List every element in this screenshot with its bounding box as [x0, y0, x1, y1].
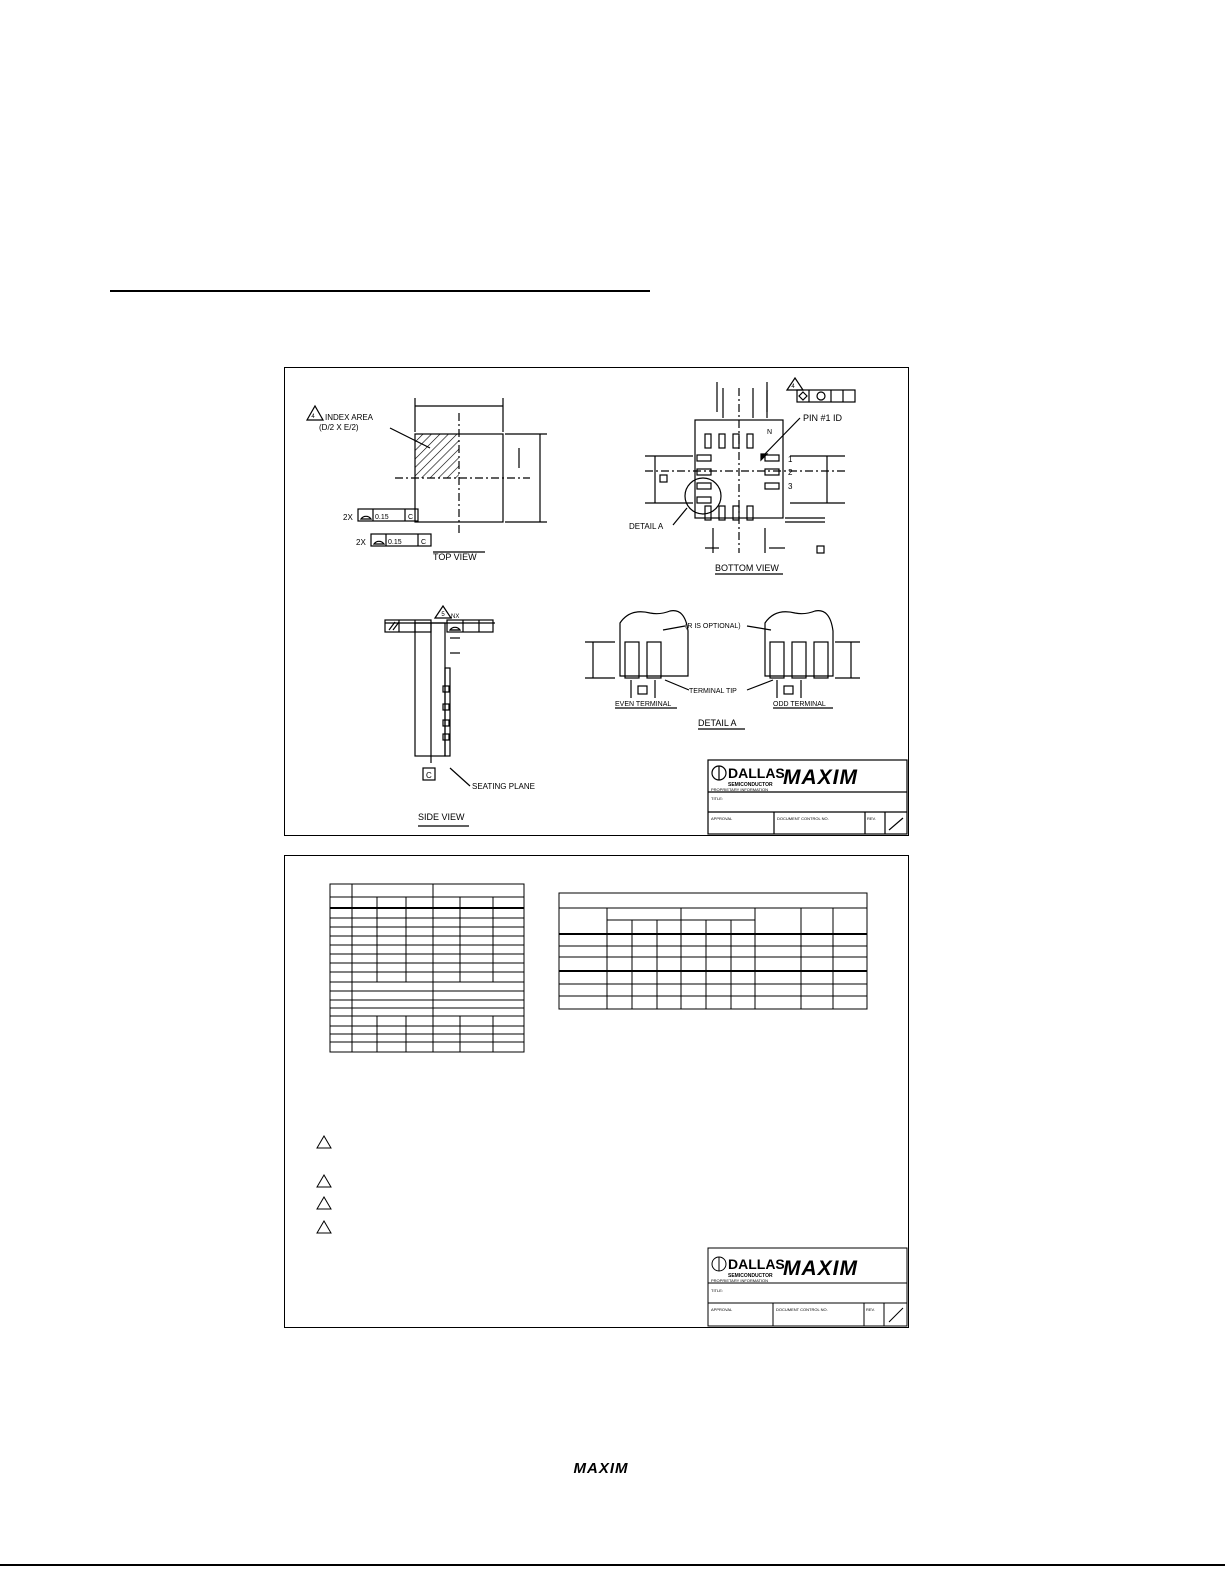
pin-1-label: 1: [788, 455, 793, 464]
pin-3-label: 3: [788, 482, 793, 491]
dallas-logo-text-2: DALLAS: [728, 1256, 785, 1272]
footer-logo-text: MAXIM: [573, 1460, 629, 1476]
approval-label-1: APPROVAL: [711, 816, 733, 821]
bottom-view: [645, 382, 845, 553]
tables-svg: [285, 856, 908, 1327]
section-heading-rule: [110, 290, 650, 292]
proprietary-text-1: PROPRIETARY INFORMATION: [711, 787, 769, 792]
detail-a-pointer-label: DETAIL A: [629, 522, 664, 531]
pin-n-label: N: [767, 429, 773, 436]
maxim-logo-text-2: MAXIM: [783, 1257, 858, 1280]
tol-value-1: 0.15: [375, 514, 389, 521]
outline-drawing-svg: [285, 368, 908, 835]
detail-a-title: DETAIL A: [698, 718, 737, 728]
side-view-title: SIDE VIEW: [418, 812, 465, 822]
side-view: [385, 623, 495, 786]
tol-datum-2: C: [421, 539, 427, 546]
nx-label: NX: [451, 614, 460, 620]
tol-2x-label-2: 2X: [356, 538, 366, 547]
left-dimension-table: [330, 884, 524, 1052]
approval-label-2: APPROVAL: [711, 1307, 733, 1312]
proprietary-text-2: PROPRIETARY INFORMATION: [711, 1278, 769, 1283]
bottom-flag-number: 4: [791, 384, 795, 390]
bottom-view-tolerance-frame: [797, 390, 855, 402]
index-area-label: INDEX AREA: [325, 413, 374, 422]
footer-maxim-logo: [562, 1458, 640, 1476]
detail-a-even: [585, 611, 688, 698]
even-terminal-label: EVEN TERMINAL: [615, 701, 672, 708]
semiconductor-text-2: SEMICONDUCTOR: [728, 1273, 773, 1279]
package-outline-drawing: [284, 367, 909, 836]
seating-plane-label: SEATING PLANE: [472, 782, 535, 791]
rev-label-2: REV.: [866, 1307, 875, 1312]
doc-control-label-2: DOCUMENT CONTROL NO.: [776, 1307, 828, 1312]
side-view-profile-frame: [447, 620, 493, 632]
rev-label-1: REV.: [867, 816, 876, 821]
detail-a-odd: [765, 611, 860, 698]
note-triangle-1: [317, 1136, 331, 1148]
right-exposed-pad-table: [559, 893, 867, 1009]
note-triangle-4: [317, 1221, 331, 1233]
datum-c-label: C: [426, 771, 432, 780]
tol-2x-label-1: 2X: [343, 513, 353, 522]
semiconductor-text-1: SEMICONDUCTOR: [728, 782, 773, 788]
bottom-view-title: BOTTOM VIEW: [715, 563, 779, 573]
note-triangle-2: [317, 1175, 331, 1187]
dallas-logo-text-1: DALLAS: [728, 765, 785, 781]
side-flag-number: 5: [441, 612, 445, 618]
pin1-id-label: PIN #1 ID: [803, 413, 843, 423]
side-view-parallel-frame: [385, 620, 431, 632]
note-triangle-3: [317, 1197, 331, 1209]
maxim-logo-text-1: MAXIM: [783, 766, 858, 789]
doc-control-label-1: DOCUMENT CONTROL NO.: [777, 816, 829, 821]
top-view: [390, 398, 547, 533]
page-bottom-rule: [0, 1564, 1225, 1566]
top-view-title: TOP VIEW: [433, 552, 477, 562]
r-optional-label: (R IS OPTIONAL): [685, 623, 741, 630]
tol-datum-1: C: [408, 514, 414, 521]
title-label-2: TITLE:: [711, 1288, 724, 1293]
dimension-tables-panel: [284, 855, 909, 1328]
odd-terminal-label: ODD TERMINAL: [773, 701, 826, 708]
pin-2-label: 2: [788, 468, 793, 477]
title-label-1: TITLE:: [711, 796, 724, 801]
index-area-formula: (D/2 X E/2): [319, 423, 359, 432]
terminal-tip-label: TERMINAL TIP: [689, 688, 737, 695]
bottom-view-flag: [787, 378, 803, 390]
index-flag-number: 4: [311, 414, 315, 420]
index-area-flag: [307, 406, 323, 420]
tol-value-2: 0.15: [388, 539, 402, 546]
